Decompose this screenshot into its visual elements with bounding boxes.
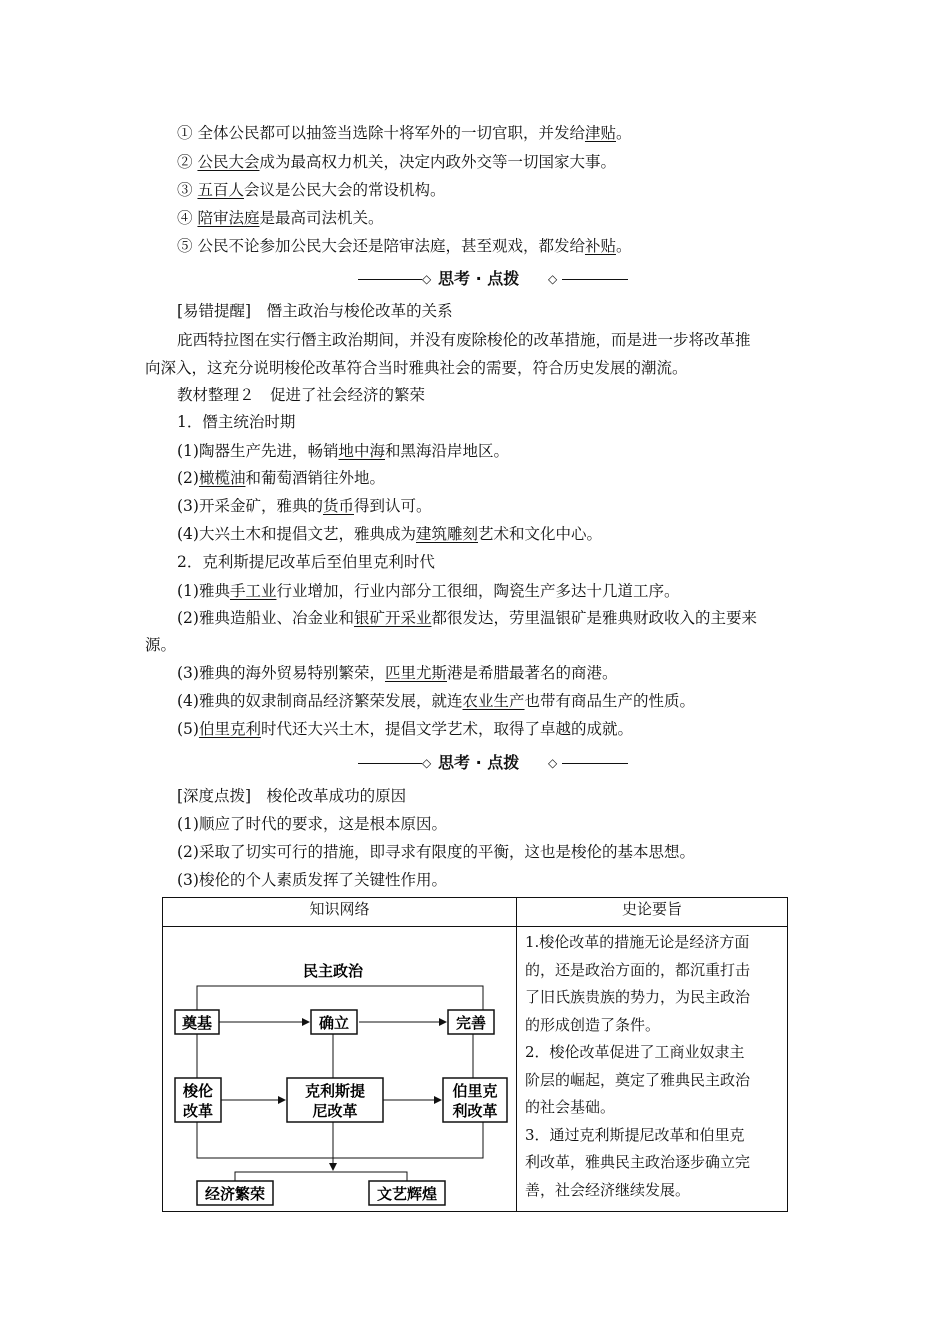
note-tag: [易错提醒] [177, 302, 252, 320]
summary-table [162, 897, 788, 1212]
answer-blank: 银矿开采业 [353, 609, 432, 627]
divider-title: 思考 · 点拨 [438, 753, 520, 772]
answer-blank: 补贴 [584, 237, 616, 255]
key-point-line: 3．通过克利斯提尼改革和伯里克 [525, 1125, 745, 1144]
section-heading: 教材整理２ 促进了社会经济的繁荣 [177, 386, 426, 404]
divider-rule [562, 763, 628, 764]
answer-blank: 农业生产 [462, 692, 525, 710]
diamond-icon: ◇ [422, 756, 432, 770]
top-item-2: ② 公民大会成为最高权力机关，决定内政外交等一切国家大事。 [177, 153, 616, 171]
diagram-title: 民主政治 [302, 962, 364, 980]
box-label: 伯里克 [452, 1082, 498, 1100]
top-item-4: ④ 陪审法庭是最高司法机关。 [177, 209, 384, 227]
item-number: ① [177, 124, 193, 142]
key-point-line: 1.梭伦改革的措施无论是经济方面 [525, 933, 750, 951]
answer-blank: 建筑雕刻 [415, 525, 478, 543]
answer-blank: 匹里尤斯 [384, 664, 447, 682]
key-point-line: 了旧氏族贵族的势力，为民主政治 [525, 988, 751, 1006]
column-header-key-points: 史论要旨 [517, 898, 788, 927]
answer-blank: 地中海 [338, 442, 385, 460]
answer-blank: 陪审法庭 [197, 209, 260, 227]
list-item: (4)大兴土木和提倡文艺，雅典成为建筑雕刻艺术和文化中心。 [177, 525, 603, 543]
key-point-line: 的，还是政治方面的，都沉重打击 [525, 960, 751, 979]
key-point-line: 的形成创造了条件。 [525, 1015, 661, 1034]
top-item-3: ③ 五百人会议是公民大会的常设机构。 [177, 181, 446, 199]
list-item: (2)雅典造船业、冶金业和银矿开采业都很发达，劳里温银矿是雅典财政收入的主要来 [177, 609, 758, 627]
list-item: (1)顺应了时代的要求，这是根本原因。 [177, 815, 447, 833]
note-tag: [深度点拨] [177, 787, 252, 805]
divider-rule [358, 763, 422, 764]
answer-blank: 津贴 [584, 124, 616, 142]
divider-rule [562, 279, 628, 280]
note-title: 僭主政治与梭伦改革的关系 [266, 302, 453, 320]
box-label: 奠基 [181, 1014, 213, 1032]
top-item-1: ① 全体公民都可以抽签当选除十将军外的一切官职，并发给津贴。 [177, 124, 632, 142]
key-point-line: 的社会基础。 [525, 1098, 616, 1116]
key-point-line: 利改革，雅典民主政治逐步确立完 [525, 1153, 751, 1171]
note-title: 梭伦改革成功的原因 [266, 787, 407, 805]
diamond-icon: ◇ [422, 272, 432, 286]
divider-rule [358, 279, 422, 280]
section-divider [358, 268, 628, 290]
key-point-line: 善，社会经济继续发展。 [525, 1180, 691, 1199]
list-item: (4)雅典的奴隶制商品经济繁荣发展，就连农业生产也带有商品生产的性质。 [177, 692, 696, 710]
knowledge-network-cell [163, 927, 517, 1212]
diamond-icon: ◇ [548, 272, 558, 286]
item-number: ④ [177, 209, 193, 227]
list-item: (2)采取了切实可行的措施，即寻求有限度的平衡，这也是梭伦的基本思想。 [177, 843, 695, 861]
section-divider [358, 752, 628, 774]
key-points-cell [517, 927, 788, 1212]
note-paragraph-line: 庇西特拉图在实行僭主政治期间，并没有废除梭伦的改革措施，而是进一步将改革推 [177, 331, 751, 349]
box-label: 利改革 [452, 1102, 498, 1120]
note-paragraph-line: 向深入，这充分说明梭伦改革符合当时雅典社会的需要，符合历史发展的潮流。 [145, 359, 688, 377]
note-heading [177, 785, 406, 807]
table-row [163, 927, 788, 1212]
item-number: ② [177, 153, 193, 171]
box-label: 确立 [318, 1014, 350, 1032]
note-heading [177, 300, 453, 322]
box-label: 完善 [455, 1014, 487, 1032]
connector-line [197, 1122, 483, 1158]
list-item: (3)雅典的海外贸易特别繁荣，匹里尤斯港是希腊最著名的商港。 [177, 664, 618, 682]
column-header-knowledge-network: 知识网络 [163, 898, 517, 927]
box-label: 经济繁荣 [204, 1185, 266, 1203]
connector-line [197, 986, 483, 1010]
list-item: (1)雅典手工业行业增加，行业内部分工很细，陶瓷生产多达十几道工序。 [177, 582, 680, 600]
key-point-line: 阶层的崛起，奠定了雅典民主政治 [525, 1070, 751, 1089]
table-header-row [163, 898, 788, 927]
list-item: (5)伯里克利时代还大兴土木，提倡文学艺术，取得了卓越的成就。 [177, 720, 633, 738]
item-number: ⑤ [177, 237, 193, 255]
answer-blank: 橄榄油 [198, 469, 246, 487]
list-item: (3)梭伦的个人素质发挥了关键性作用。 [177, 871, 447, 889]
answer-blank: 五百人 [197, 181, 244, 199]
box-label: 克利斯提 [304, 1082, 366, 1100]
answer-blank: 货币 [322, 497, 354, 515]
box-label: 改革 [182, 1102, 214, 1120]
answer-blank: 公民大会 [197, 153, 260, 171]
divider-title: 思考 · 点拨 [438, 269, 520, 288]
subsection-heading: 1．僭主统治时期 [177, 413, 296, 431]
key-point-line: 2．梭伦改革促进了工商业奴隶主 [525, 1043, 745, 1061]
box-label: 尼改革 [312, 1102, 358, 1120]
list-item-continuation: 源。 [145, 636, 177, 654]
subsection-heading: 2．克利斯提尼改革后至伯里克利时代 [177, 553, 435, 571]
diamond-icon: ◇ [548, 756, 558, 770]
list-item: (3)开采金矿，雅典的货币得到认可。 [177, 497, 432, 515]
list-item: (1)陶器生产先进，畅销地中海和黑海沿岸地区。 [177, 442, 510, 460]
item-number: ③ [177, 181, 193, 199]
top-item-5: ⑤ 公民不论参加公民大会还是陪审法庭，甚至观戏，都发给补贴。 [177, 237, 632, 255]
box-label: 文艺辉煌 [376, 1185, 438, 1203]
knowledge-network-diagram [163, 927, 516, 1207]
answer-blank: 伯里克利 [198, 720, 261, 738]
list-item: (2)橄榄油和葡萄酒销往外地。 [177, 469, 385, 487]
answer-blank: 手工业 [229, 582, 277, 600]
box-label: 梭伦 [182, 1082, 214, 1100]
